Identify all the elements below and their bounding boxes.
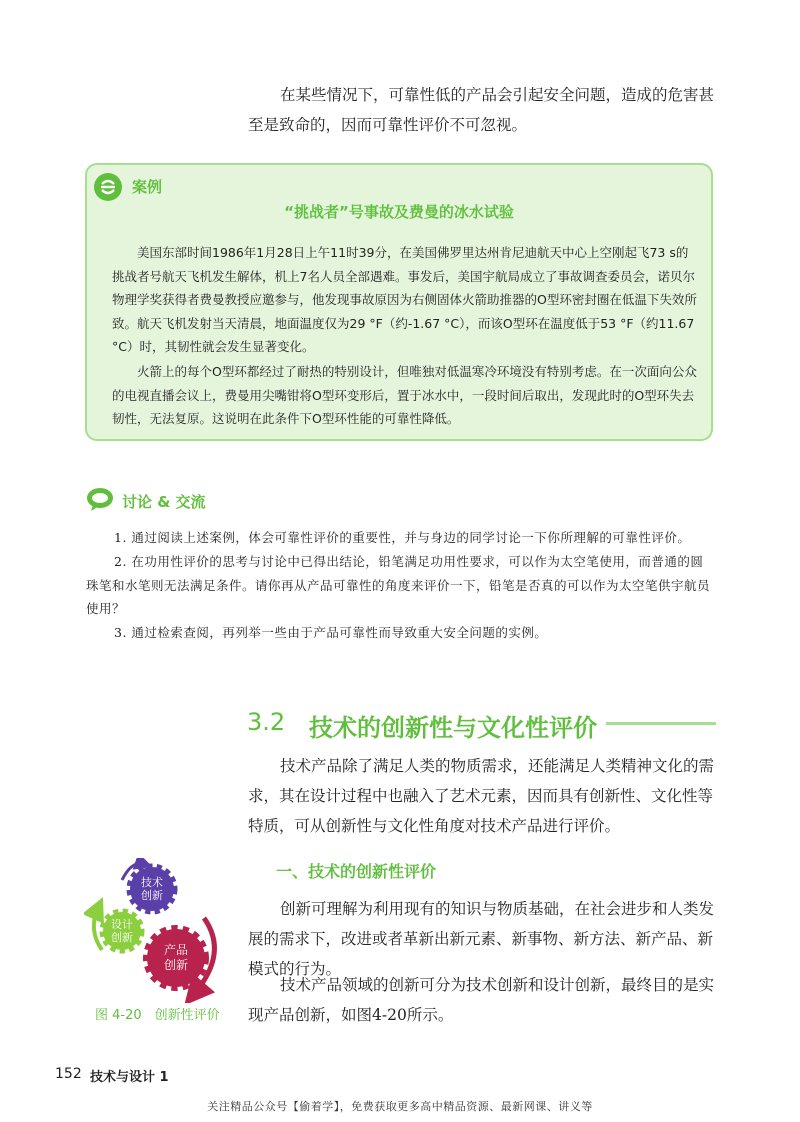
subsection-title: 一、技术的创新性评价 [276,862,437,881]
gear-label: 技术 [141,876,163,889]
discussion-question: 2. 在功用性评价的思考与讨论中已得出结论，铅笔满足功用性要求，可以作为太空笔使用，而普通的圆珠笔和水笔则无法满足条件。请你再从产品可靠性的角度来评价一下，铅笔是否真的可以作为太空笔供宇航员使用？ [86,554,711,616]
case-paragraph: 美国东部时间1986年1月28日上午11时39分，在美国佛罗里达州肯尼迪航天中心上空刚起飞73 s的挑战者号航天飞机发生解体，机上7名人员全部遇难。事发后，美国宇航局成立了事故调查委员会，诺贝尔物理学奖获得者费曼教授应邀参与，他发现事故原因为右侧固体火箭助推器的O型环密封圈在低温下失效所致。航天飞机发射当天清晨，地面温度仅为29 °F（约-1.67 °C），而该O型环在温度低于53 °F（约11.67 °C）时，其韧性就会发生显著变化。 [112,245,697,354]
figure-caption: 图 4-20 创新性评价 [95,1008,220,1023]
book-title: 技术与设计 1 [90,1070,169,1085]
subsection-paragraph: 创新可理解为利用现有的知识与物质基础，在社会进步和人类发展的需求下，改进或者革新出新元素、新事物、新方法、新产品、新模式的行为。 [248,900,715,978]
intro-paragraph: 在某些情况下，可靠性低的产品会引起安全问题，造成的危害甚至是致命的，因而可靠性评价不可忽视。 [248,86,715,134]
case-icon [93,172,123,202]
discussion-question: 3. 通过检索查阅，再列举一些由于产品可靠性而导致重大安全问题的实例。 [114,625,548,640]
arrow-icon [94,908,102,950]
case-paragraph: 火箭上的每个O型环都经过了耐热的特别设计，但唯独对低温寒冷环境没有特别考虑。在一次面向公众的电视直播会议上，费曼用尖嘴钳将O型环变形后，置于冰水中，一段时间后取出，发现此时的O型环失去韧性，无法复原。这说明在此条件下O型环性能的可靠性降低。 [112,364,697,426]
speech-bubble-icon [86,486,114,512]
section-title: 技术的创新性与文化性评价 [309,714,597,742]
discussion-question: 1. 通过阅读上述案例，体会可靠性评价的重要性，并与身边的同学讨论一下你所理解的可靠性评价。 [114,530,691,545]
subsection-paragraph: 技术产品领域的创新可分为技术创新和设计创新，最终目的是实现产品创新，如图4-20所示。 [248,976,715,1024]
section-paragraph: 技术产品除了满足人类的物质需求，还能满足人类精神文化的需求，其在设计过程中也融入了艺术元素，因而具有创新性、文化性等特质，可从创新性与文化性角度对技术产品进行评价。 [248,757,715,835]
gear-label: 设计 [111,918,133,931]
gear-label: 创新 [163,958,189,972]
gear-icon [130,867,174,911]
gear-label: 创新 [111,931,133,944]
gear-label: 产品 [163,943,189,957]
innovation-figure [84,858,234,1003]
case-title: “挑战者”号事故及费曼的冰水试验 [284,203,514,221]
section-rule [606,722,716,725]
gear-icon [103,912,141,950]
case-label: 案例 [132,178,163,196]
section-number: 3.2 [247,708,286,736]
page-number: 152 [55,1066,82,1082]
footer-notice: 关注精品公众号【偷着学】，免费获取更多高中精品资源、最新网课、讲义等 [207,1100,593,1113]
gear-icon [147,929,205,987]
gear-label: 创新 [141,889,163,902]
discussion-label: 讨论 & 交流 [122,493,206,511]
